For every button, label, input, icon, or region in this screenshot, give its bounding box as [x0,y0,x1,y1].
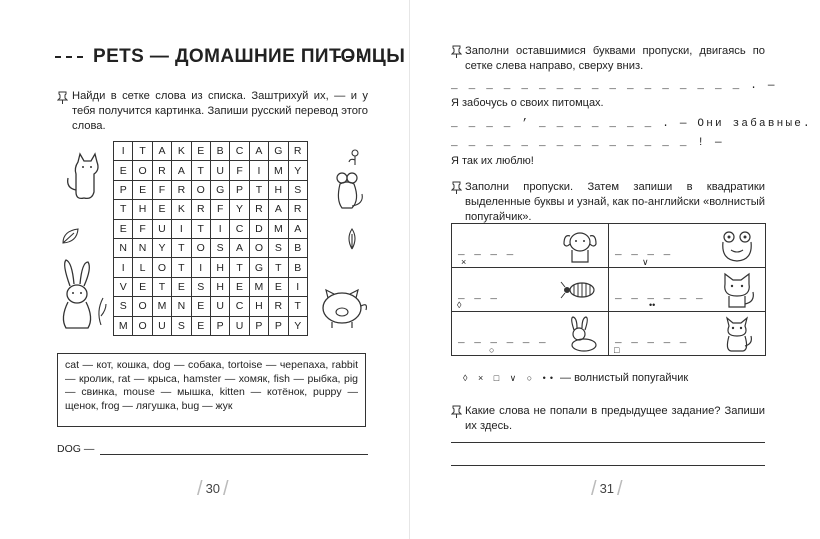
grid-cell[interactable]: D [249,219,268,238]
budgie-label: — волнистый попугайчик [560,372,689,384]
grid-cell[interactable]: O [133,161,152,180]
grid-cell[interactable]: E [230,277,249,296]
mouse-drawing-icon [330,170,368,214]
grid-cell[interactable]: A [172,161,191,180]
grid-cell[interactable]: S [210,238,229,257]
grid-cell[interactable]: K [172,200,191,219]
mark-symbol: × [461,257,467,267]
grid-cell[interactable]: Y [288,316,307,335]
grid-row [114,180,308,199]
grid-cell[interactable]: E [172,277,191,296]
grid-cell[interactable]: E [133,180,152,199]
grid-cell[interactable]: T [191,161,210,180]
title-block [55,44,406,72]
cell-blank: _ _ _ _ _ _ [615,290,705,302]
kitten-icon [717,272,757,308]
grid-cell[interactable]: Y [152,238,171,257]
grid-cell[interactable]: E [133,277,152,296]
grid-cell[interactable]: S [191,277,210,296]
grid-cell[interactable]: O [152,258,171,277]
pin-icon [451,181,462,194]
grid-cell[interactable]: U [152,316,171,335]
mark-symbol: □ [614,345,620,355]
frog-icon [717,228,757,264]
leaf-icon [60,226,82,246]
sentence2-blanks[interactable]: _ _ _ _ ’ _ _ _ _ _ _ _ . — Они забавные. [451,118,812,130]
grid-cell[interactable]: F [133,219,152,238]
grid-cell[interactable]: T [249,180,268,199]
search-instruction: Найди в сетке слова из списка. Заштрихуй их, — и у тебя получится картинка. Запиши русский перевод этого слова. [72,90,368,132]
budgie-instruction: Заполни пропуски. Затем запиши в квадратики выделенные буквы и узнай, как по-английски «волнистый попугайчик». [465,181,765,223]
grid-cell[interactable]: O [249,238,268,257]
grid-cell[interactable]: M [114,316,133,335]
grid-cell[interactable]: E [191,297,210,316]
small-leaf-icon [344,228,360,250]
mark-symbol: ◊ [457,300,462,310]
grid-row [114,142,308,161]
grid-cell[interactable]: P [210,316,229,335]
grid-cell[interactable]: E [191,316,210,335]
dog-icon [560,228,600,264]
grid-cell[interactable]: B [288,258,307,277]
grid-cell[interactable]: M [152,297,171,316]
grid-row [114,200,308,219]
grid-row [114,277,308,296]
grid-cell[interactable]: P [114,180,133,199]
page-number-value: 30 [205,481,221,496]
grid-cell[interactable]: H [269,180,288,199]
pin-icon [451,45,462,58]
grid-cell[interactable]: S [172,316,191,335]
answer-line-2[interactable] [451,465,765,466]
grid-cell[interactable]: T [152,277,171,296]
flower-icon [346,146,364,166]
grid-cell[interactable]: E [152,200,171,219]
grid-cell[interactable]: F [152,180,171,199]
page-number-right: / 31 / [591,478,623,500]
mark-symbol: •• [649,300,656,310]
word-list-box: cat — кот, кошка, dog — собака, tortoise — черепаха, rabbit — кролик, rat — крыса, hamster — хомяк, fish — рыбка, pig — свинка, mouse — мышка, kitten — котёнок, puppy — щенок, frog — лягушка, bug — жук [57,353,366,427]
animal-fill-table [451,223,766,356]
grid-cell[interactable]: N [172,297,191,316]
grid-cell[interactable]: R [269,297,288,316]
grid-cell[interactable]: T [172,238,191,257]
grid-cell[interactable]: O [191,180,210,199]
table-cell[interactable] [452,312,609,356]
pin-icon [451,405,462,418]
grid-cell[interactable]: R [288,200,307,219]
grid-cell[interactable]: M [269,161,288,180]
cell-blank: _ _ _ _ [615,246,672,258]
grid-cell[interactable]: R [172,180,191,199]
grid-cell[interactable]: T [133,142,152,161]
grid-cell[interactable]: H [249,297,268,316]
grid-cell[interactable]: I [172,219,191,238]
cell-blank: _ _ _ _ _ [615,334,688,346]
grid-cell[interactable]: U [210,161,229,180]
page-title: PETS — ДОМАШНИЕ ПИТОМЦЫ [93,46,406,67]
grid-cell[interactable]: K [172,142,191,161]
grid-cell[interactable]: C [230,297,249,316]
grid-cell[interactable]: R [288,142,307,161]
grid-cell[interactable]: B [288,238,307,257]
fill-instruction: Заполни оставшимися буквами пропуски, двигаясь по сетке слева направо, сверху вниз. [465,45,765,72]
grid-cell[interactable]: M [249,277,268,296]
answer-label: DOG — [57,443,95,455]
grid-cell[interactable]: S [114,297,133,316]
mark-symbol: ○ [489,345,495,355]
grid-cell[interactable]: P [230,180,249,199]
bug-icon [560,272,600,308]
grid-cell[interactable]: S [269,238,288,257]
grid-cell[interactable]: N [133,238,152,257]
grid-cell[interactable]: O [133,297,152,316]
pin-icon [57,91,68,104]
grid-cell[interactable]: I [288,277,307,296]
grid-cell[interactable]: R [152,161,171,180]
cell-blank: _ _ _ _ _ _ [458,334,548,346]
rabbit-icon [560,316,600,352]
grid-cell[interactable]: G [269,142,288,161]
budgie-answer-row[interactable] [463,372,688,384]
grid-cell[interactable]: F [230,161,249,180]
mark-symbol: ∨ [642,257,649,267]
sentence3-translation: Я так их люблю! [451,155,534,167]
grid-cell[interactable]: E [114,161,133,180]
puppy-icon [717,316,757,352]
grid-cell[interactable]: T [269,258,288,277]
table-cell[interactable] [609,312,766,356]
grid-cell[interactable]: C [230,142,249,161]
cell-blank: _ _ _ _ [458,246,515,258]
grid-cell[interactable]: P [269,316,288,335]
grid-cell[interactable]: B [210,142,229,161]
leftover-question: Какие слова не попали в предыдущее задание? Запиши их здесь. [465,405,765,432]
table-cell[interactable] [452,224,609,268]
grid-cell[interactable]: O [191,238,210,257]
grid-cell[interactable]: S [288,180,307,199]
sentence3-blanks[interactable]: _ _ _ _ _ _ _ _ _ _ _ _ _ _ ! — [451,137,724,149]
grid-cell[interactable]: A [288,219,307,238]
grid-cell[interactable]: T [172,258,191,277]
grid-cell[interactable]: T [114,200,133,219]
grid-cell[interactable]: I [210,219,229,238]
grid-cell[interactable]: A [152,142,171,161]
grid-cell[interactable]: H [210,277,229,296]
grid-cell[interactable]: E [191,142,210,161]
grid-cell[interactable]: R [191,200,210,219]
pig-drawing-icon [318,284,370,330]
grid-row [114,297,308,316]
grid-cell[interactable]: V [114,277,133,296]
grid-cell[interactable]: L [133,258,152,277]
title-dash-right [335,56,363,58]
grid-row [114,258,308,277]
grid-cell[interactable]: G [249,258,268,277]
answer-input-line[interactable] [100,445,368,455]
table-cell[interactable] [609,268,766,312]
grid-cell[interactable]: N [114,238,133,257]
word-search-grid [113,141,308,336]
grid-cell[interactable]: U [230,316,249,335]
sentence1-translation: Я забочусь о своих питомцах. [451,97,604,109]
grid-cell[interactable]: M [269,219,288,238]
grid-cell[interactable]: G [210,180,229,199]
grid-cell[interactable]: E [269,277,288,296]
grid-cell[interactable]: I [114,258,133,277]
cat-drawing-icon [64,152,108,204]
grid-cell[interactable]: F [210,200,229,219]
grid-cell[interactable]: U [152,219,171,238]
grid-cell[interactable]: R [249,200,268,219]
grid-row [114,316,308,335]
grid-cell[interactable]: E [114,219,133,238]
title-dash-left [55,56,83,58]
grid-cell[interactable]: Y [288,161,307,180]
grid-cell[interactable]: P [249,316,268,335]
grid-cell[interactable]: A [249,142,268,161]
answer-row [57,443,368,455]
grid-cell[interactable]: Y [230,200,249,219]
grid-cell[interactable]: T [230,258,249,277]
sentence1-blanks[interactable]: _ _ _ _ _ _ _ _ _ _ _ _ _ _ _ _ _ . — [451,80,777,92]
grid-cell[interactable]: H [133,200,152,219]
grass-icon [94,296,108,326]
page-number-value: 31 [599,481,615,496]
grid-cell[interactable]: A [230,238,249,257]
grid-cell[interactable]: T [191,219,210,238]
grid-cell[interactable]: C [230,219,249,238]
cell-blank: _ _ _ [458,290,499,302]
grid-cell[interactable]: A [269,200,288,219]
table-cell[interactable] [452,268,609,312]
grid-row [114,161,308,180]
budgie-symbols: ◊ × □ ∨ ○ •• [463,373,557,383]
grid-cell[interactable]: I [249,161,268,180]
grid-row [114,219,308,238]
grid-cell[interactable]: I [114,142,133,161]
page-number-left: / 30 / [197,478,229,500]
answer-line-1[interactable] [451,442,765,443]
grid-cell[interactable]: H [210,258,229,277]
grid-cell[interactable]: O [133,316,152,335]
grid-cell[interactable]: T [288,297,307,316]
grid-cell[interactable]: U [210,297,229,316]
grid-cell[interactable]: I [191,258,210,277]
grid-row [114,238,308,257]
table-cell[interactable] [609,224,766,268]
